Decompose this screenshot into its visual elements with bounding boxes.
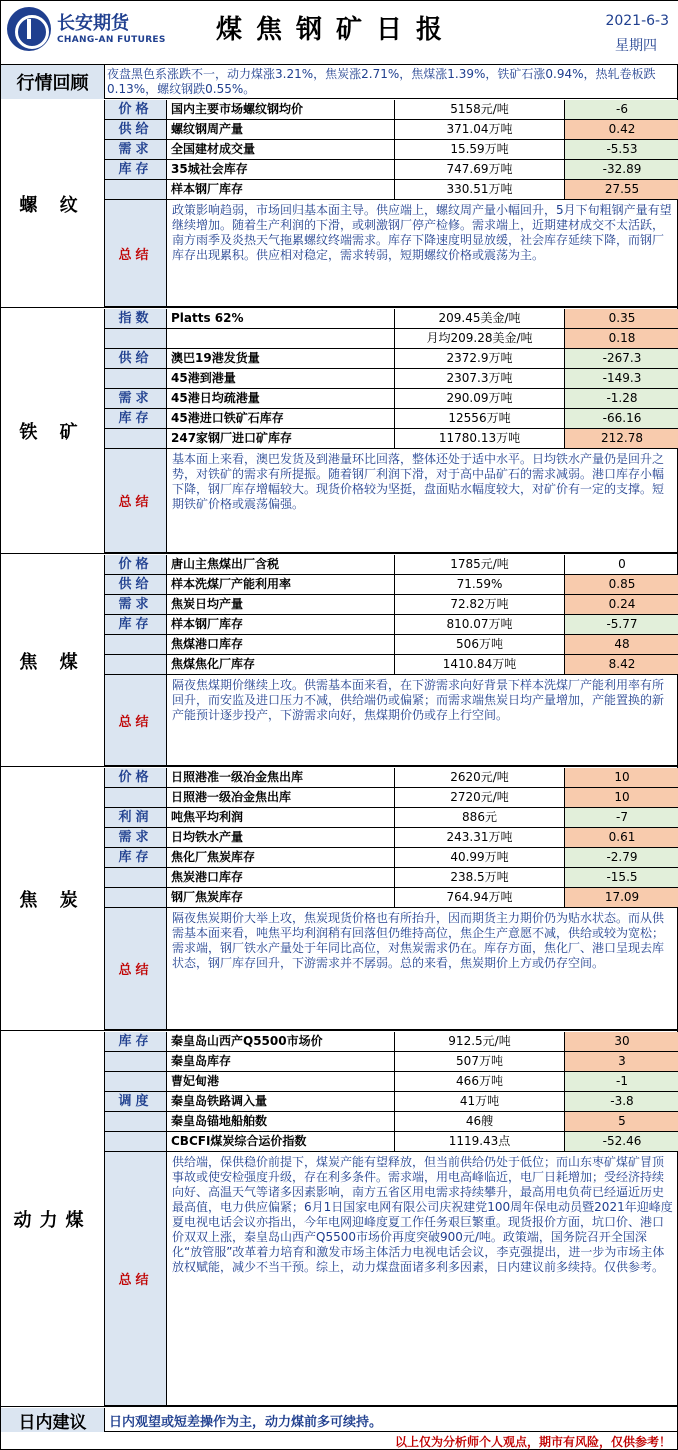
row-value: 46艘: [395, 1112, 565, 1131]
table-row: [105, 389, 678, 409]
row-category: [105, 369, 167, 388]
row-change: 10: [565, 768, 678, 787]
table-row: [105, 120, 678, 140]
table-row: [105, 180, 678, 200]
table-row: [105, 1032, 678, 1052]
row-category: 需求: [105, 389, 167, 408]
section-label: 焦 煤: [1, 555, 105, 766]
table-row: [105, 655, 678, 675]
row-category: 价格: [105, 768, 167, 787]
row-change: -267.3: [565, 349, 678, 368]
summary-row: [105, 449, 678, 553]
section-coking-coal: [1, 555, 678, 767]
row-change: 27.55: [565, 180, 678, 199]
row-item: 35城社会库存: [167, 160, 395, 179]
row-item: 钢厂焦炭库存: [167, 888, 395, 907]
table-row: [105, 768, 678, 788]
row-item: 唐山主焦煤出厂含税: [167, 555, 395, 574]
row-value: 2720元/吨: [395, 788, 565, 807]
row-change: -149.3: [565, 369, 678, 388]
row-value: 1785元/吨: [395, 555, 565, 574]
table-row: [105, 868, 678, 888]
brand-name-en: CHANG-AN FUTURES: [57, 35, 166, 45]
summary-label: 总结: [105, 908, 167, 1029]
row-value: 912.5元/吨: [395, 1032, 565, 1051]
intraday-advice-label: 日内建议: [1, 1408, 105, 1432]
row-item: 全国建材成交量: [167, 140, 395, 159]
row-category: [105, 788, 167, 807]
summary-label: 总结: [105, 1152, 167, 1405]
row-category: 库存: [105, 1032, 167, 1051]
disclaimer: 以上仅为分析师个人观点，期市有风险，仅供参考！: [394, 1435, 671, 1449]
row-category: 指数: [105, 309, 167, 328]
row-value: 747.69万吨: [395, 160, 565, 179]
row-change: 0.85: [565, 575, 678, 594]
table-row: [105, 140, 678, 160]
section-rebar: [1, 100, 678, 308]
row-item: 国内主要市场螺纹钢均价: [167, 100, 395, 119]
row-change: -6: [565, 100, 678, 119]
row-change: -7: [565, 808, 678, 827]
row-item: CBCFI煤炭综合运价指数: [167, 1132, 395, 1151]
table-row: [105, 1132, 678, 1152]
row-value: 290.09万吨: [395, 389, 565, 408]
row-value: 466万吨: [395, 1072, 565, 1091]
row-value: 2372.9万吨: [395, 349, 565, 368]
row-change: 0.35: [565, 309, 678, 328]
row-item: 秦皇岛山西产Q5500市场价: [167, 1032, 395, 1051]
row-value: 2307.3万吨: [395, 369, 565, 388]
row-change: -32.89: [565, 160, 678, 179]
row-item: 45港到港量: [167, 369, 395, 388]
row-category: 供给: [105, 120, 167, 139]
row-value: 40.99万吨: [395, 848, 565, 867]
report-date: 2021-6-3: [605, 13, 669, 29]
row-item: 焦煤港口库存: [167, 635, 395, 654]
row-value: 2620元/吨: [395, 768, 565, 787]
row-change: 48: [565, 635, 678, 654]
row-value: 11780.13万吨: [395, 429, 565, 448]
table-row: [105, 369, 678, 389]
row-category: 供给: [105, 575, 167, 594]
row-value: 243.31万吨: [395, 828, 565, 847]
row-category: [105, 888, 167, 907]
row-value: 72.82万吨: [395, 595, 565, 614]
row-change: -52.46: [565, 1132, 678, 1151]
row-category: [105, 180, 167, 199]
summary-label: 总结: [105, 675, 167, 765]
row-item: 吨焦平均利润: [167, 808, 395, 827]
row-change: 10: [565, 788, 678, 807]
row-change: 0.42: [565, 120, 678, 139]
table-row: [105, 575, 678, 595]
row-category: [105, 1052, 167, 1071]
row-change: 5: [565, 1112, 678, 1131]
row-category: 需求: [105, 828, 167, 847]
row-item: 秦皇岛库存: [167, 1052, 395, 1071]
row-item: 日照港准一级冶金焦出库: [167, 768, 395, 787]
row-item: 秦皇岛铁路调入量: [167, 1092, 395, 1111]
table-row: [105, 100, 678, 120]
summary-row: [105, 908, 678, 1030]
row-category: 利润: [105, 808, 167, 827]
row-change: 0.61: [565, 828, 678, 847]
row-item: 曹妃甸港: [167, 1072, 395, 1091]
row-item: 日均铁水产量: [167, 828, 395, 847]
market-review-label: 行情回顾: [1, 65, 105, 99]
row-value: 1119.43点: [395, 1132, 565, 1151]
row-value: 15.59万吨: [395, 140, 565, 159]
section-iron-ore: [1, 309, 678, 554]
row-category: 价格: [105, 100, 167, 119]
summary-text: 隔夜焦煤期价继续上攻。供需基本面来看，在下游需求向好背景下样本洗煤厂产能利用率有所回升，而安监及进口压力不减，供给端仍或偏紧；而需求端焦炭日均产量增加，产能置换的新产能预计逐步投产，下游需求向好，焦煤期价仍或存上行空间。: [172, 678, 665, 722]
table-row: [105, 160, 678, 180]
row-item: 焦煤焦化厂库存: [167, 655, 395, 674]
row-change: -5.53: [565, 140, 678, 159]
row-item: 焦炭日均产量: [167, 595, 395, 614]
row-change: -3.8: [565, 1092, 678, 1111]
row-category: 库存: [105, 160, 167, 179]
summary-row: [105, 1152, 678, 1406]
intraday-advice: [1, 1408, 678, 1432]
table-row: [105, 555, 678, 575]
table-row: [105, 888, 678, 908]
row-change: -66.16: [565, 409, 678, 428]
table-row: [105, 1072, 678, 1092]
section-label: 焦 炭: [1, 768, 105, 1030]
row-item: 焦炭港口库存: [167, 868, 395, 887]
row-category: [105, 329, 167, 348]
logo-icon: [7, 7, 51, 51]
row-change: 0.18: [565, 329, 678, 348]
row-category: 需求: [105, 595, 167, 614]
iron-rows: [105, 309, 678, 553]
row-category: 库存: [105, 848, 167, 867]
market-review: [1, 65, 678, 99]
row-category: 库存: [105, 615, 167, 634]
row-change: -2.79: [565, 848, 678, 867]
market-review-text: 夜盘黑色系涨跌不一，动力煤涨3.21%，焦炭涨2.71%，焦煤涨1.39%，铁矿石涨0.94%，热轧卷板跌0.13%，螺纹钢跌0.55%。: [107, 67, 656, 96]
row-item: 日照港一级冶金焦出库: [167, 788, 395, 807]
table-row: [105, 1112, 678, 1132]
row-item: 焦化厂焦炭库存: [167, 848, 395, 867]
row-change: -1: [565, 1072, 678, 1091]
row-category: [105, 1132, 167, 1151]
table-row: [105, 409, 678, 429]
row-item: 样本钢厂库存: [167, 180, 395, 199]
row-value: 1410.84万吨: [395, 655, 565, 674]
row-change: -5.77: [565, 615, 678, 634]
row-value: 月均209.28美金/吨: [395, 329, 565, 348]
row-value: 238.5万吨: [395, 868, 565, 887]
row-change: 30: [565, 1032, 678, 1051]
header: [1, 1, 678, 65]
summary-text: 隔夜焦炭期价大举上攻，焦炭现货价格也有所抬升，因而期货主力期价仍为贴水状态。而从供需基本面来看，吨焦平均利润稍有回落但仍维持高位，焦企生产意愿不减，供给或较为宽松；需求端，钢厂铁水产量处于年同比高位，对焦炭需求仍在。库存方面，焦化厂、港口呈现去库状态，钢厂库存回升，下游需求并不孱弱。总的来看，焦炭期价上方或仍存空间。: [172, 911, 665, 970]
row-category: [105, 1072, 167, 1091]
row-change: 212.78: [565, 429, 678, 448]
rebar-rows: [105, 100, 678, 307]
summary-text: 政策影响趋弱，市场回归基本面主导。供应端上，螺纹周产量小幅回升，5月下旬粗钢产量有望继续增加。随着生产利润的下滑，或刺激钢厂停产检修。需求端上，近期建材成交不太活跃，南方雨季及炎热天气拖累螺纹终端需求。库存下降速度明显放缓，社会库存延续下降，而钢厂库存出现累积。供应相对稳定，需求转弱，短期螺纹价格或震荡为主。: [172, 203, 672, 262]
row-item: 45港日均疏港量: [167, 389, 395, 408]
row-value: 209.45美金/吨: [395, 309, 565, 328]
row-change: 0.24: [565, 595, 678, 614]
summary-row: [105, 200, 678, 307]
row-value: 371.04万吨: [395, 120, 565, 139]
intraday-advice-text: 日内观望或短差操作为主，动力煤前多可续持。: [109, 1415, 383, 1430]
row-value: 12556万吨: [395, 409, 565, 428]
row-value: 71.59%: [395, 575, 565, 594]
coking-rows: [105, 555, 678, 766]
brand-name: 长安期货: [57, 13, 129, 34]
row-value: 5158元/吨: [395, 100, 565, 119]
row-category: 价格: [105, 555, 167, 574]
summary-label: 总结: [105, 449, 167, 552]
row-change: -15.5: [565, 868, 678, 887]
report-title: 煤焦钢矿日报: [215, 15, 456, 45]
table-row: [105, 309, 678, 329]
table-row: [105, 828, 678, 848]
row-item: 247家钢厂进口矿库存: [167, 429, 395, 448]
table-row: [105, 788, 678, 808]
row-change: 8.42: [565, 655, 678, 674]
row-item: 样本钢厂库存: [167, 615, 395, 634]
section-label: 铁 矿: [1, 309, 105, 553]
section-thermal-coal: [1, 1032, 678, 1407]
row-item: 澳巴19港发货量: [167, 349, 395, 368]
row-value: 330.51万吨: [395, 180, 565, 199]
table-row: [105, 429, 678, 449]
row-item: [167, 329, 395, 348]
row-item: 45港进口铁矿石库存: [167, 409, 395, 428]
row-category: [105, 429, 167, 448]
row-item: Platts 62%: [167, 309, 395, 328]
section-label: 动力煤: [1, 1032, 105, 1406]
table-row: [105, 329, 678, 349]
row-category: [105, 868, 167, 887]
table-row: [105, 848, 678, 868]
row-value: 41万吨: [395, 1092, 565, 1111]
row-category: 调度: [105, 1092, 167, 1111]
row-change: 0: [618, 557, 626, 571]
row-value: 764.94万吨: [395, 888, 565, 907]
row-change: 17.09: [565, 888, 678, 907]
table-row: [105, 808, 678, 828]
coke-rows: [105, 768, 678, 1030]
row-category: 需求: [105, 140, 167, 159]
row-category: [105, 655, 167, 674]
row-category: [105, 1112, 167, 1131]
table-row: [105, 595, 678, 615]
row-value: 810.07万吨: [395, 615, 565, 634]
table-row: [105, 615, 678, 635]
row-category: 供给: [105, 349, 167, 368]
row-item: 样本洗煤厂产能利用率: [167, 575, 395, 594]
row-value: 507万吨: [395, 1052, 565, 1071]
section-label: 螺 纹: [1, 100, 105, 307]
summary-row: [105, 675, 678, 766]
thermal-rows: [105, 1032, 678, 1406]
row-change: -1.28: [565, 389, 678, 408]
report-weekday: 星期四: [615, 38, 657, 54]
row-category: 库存: [105, 409, 167, 428]
table-row: [105, 349, 678, 369]
summary-text: 供给端，保供稳价前提下，煤炭产能有望释放，但当前供给仍处于低位；而山东枣矿煤矿冒顶事故或使安检强度升级，存在利多条件。需求端，用电高峰临近，电厂日耗增加；受经济持续向好、高温天气等诸多因素影响，南方五省区用电需求持续攀升，最高用电负荷已经逼近历史最高值，电力供应偏紧；6月1日国家电网有限公司庆祝建党100周年保电动员暨2021年迎峰度夏电视电话会议亦指出，今年电网迎峰度夏工作任务艰巨繁重。现货报价方面，坑口价、港口价双双上涨，秦皇岛山西产Q5500市场价再度突破900元/吨。政策端，国务院召开全国深化“放管服”改革着力培育和激发市场主体活力电视电话会议，李克强提出，进一步为市场主体放权赋能，减少不当干预。综上，动力煤盘面诸多利多因素，日内建议前多续持。仅供参考。: [172, 1155, 673, 1274]
row-category: [105, 635, 167, 654]
row-item: 螺纹钢周产量: [167, 120, 395, 139]
table-row: [105, 635, 678, 655]
table-row: [105, 1092, 678, 1112]
row-value: 886元: [395, 808, 565, 827]
row-value: 506万吨: [395, 635, 565, 654]
summary-label: 总结: [105, 200, 167, 306]
row-change: 3: [565, 1052, 678, 1071]
section-coke: [1, 768, 678, 1031]
table-row: [105, 1052, 678, 1072]
summary-text: 基本面上来看，澳巴发货及到港量环比回落，整体还处于适中水平。日均铁水产量仍是回升之势，对铁矿的需求有所提振。随着钢厂利润下滑，对于高中品矿石的需求减弱。港口库存小幅下降，钢厂库存增幅较大。现货价格较为坚挺，盘面贴水幅度较大，对矿价有一定的支撑。短期铁矿价格或震荡偏强。: [172, 452, 665, 511]
row-item: 秦皇岛锚地船舶数: [167, 1112, 395, 1131]
